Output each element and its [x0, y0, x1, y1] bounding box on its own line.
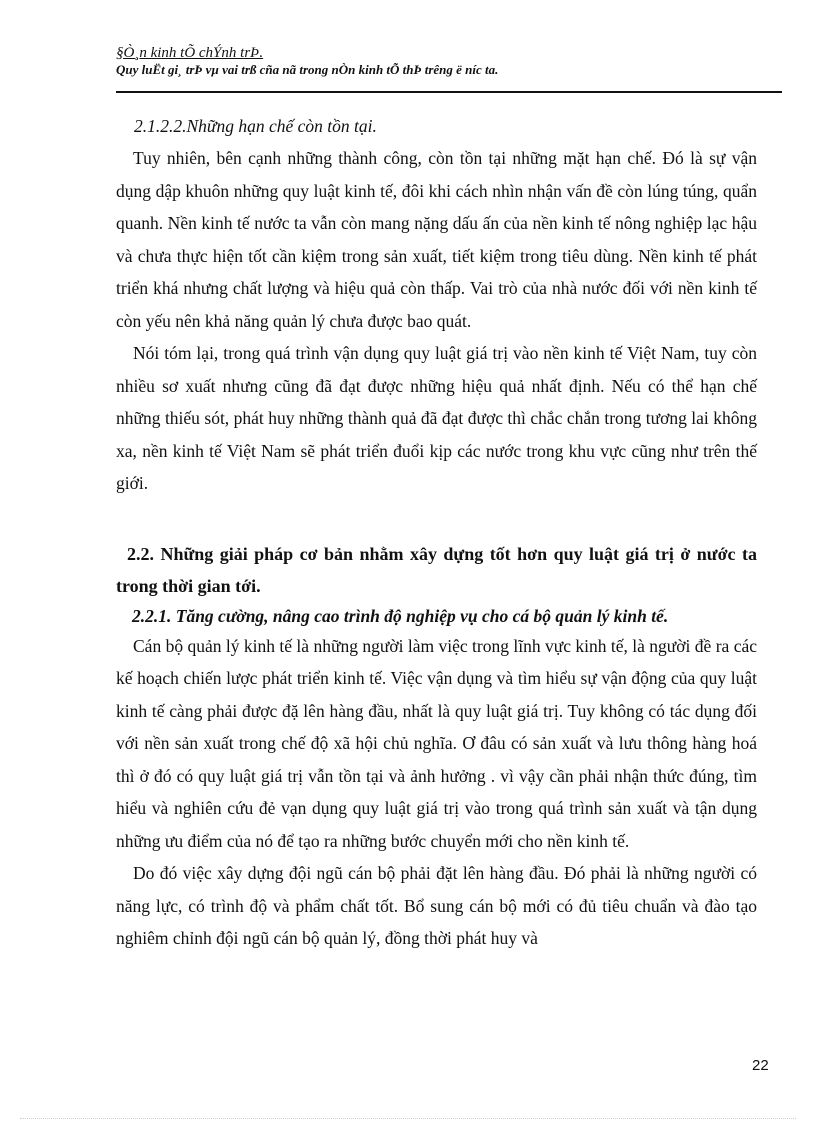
running-header: [116, 44, 782, 78]
paragraph-limitations: Tuy nhiên, bên cạnh những thành công, còn tồn tại những mặt hạn chế. Đó là sự vận dụng dập khuôn những quy luật kinh tế, đôi khi cách nhìn nhận vấn đề còn lúng túng, quẩn quanh. Nền kinh tế nước ta vẫn còn mang nặng dấu ấn của nền kinh tế nông nghiệp lạc hậu và chưa thực hiện tốt cần kiệm trong sản xuất, tiết kiệm trong tiêu dùng. Nền kinh tế phát triển khá nhưng chất lượng và hiệu quả còn thấp. Vai trò của nhà nước đối với nền kinh tế còn yếu nên khả năng quản lý chưa được bao quát.: [116, 148, 757, 331]
header-course-title: §Ò¸n kinh tÕ chÝnh trÞ.: [116, 45, 264, 61]
page-bottom-border: [20, 1118, 796, 1119]
paragraph-summary: Nói tóm lại, trong quá trình vận dụng quy luật giá trị vào nền kinh tế Việt Nam, tuy còn nhiều sơ xuất nhưng cũng đã đạt được những hiệu quả nhất định. Nếu có thể hạn chế những thiếu sót, phát huy những thành quả đã đạt được thì chắc chắn trong tương lai không xa, nền kinh tế Việt Nam sẽ phát triển đuổi kịp các nước trong khu vực cũng như trên thế giới.: [116, 343, 757, 493]
paragraph-managers: Cán bộ quản lý kinh tế là những người làm việc trong lĩnh vực kinh tế, là người đề ra các kế hoạch chiến lược phát triển kinh tế. Việc vận dụng và tìm hiểu sự vận động của quy luật kinh tế càng phải được đặ lên hàng đầu, nhất là quy luật giá trị. Tuy không có tác dụng đối với nền sản xuất trong chế độ xã hội chủ nghĩa. Ơ đâu có sản xuất và lưu thông hàng hoá thì ở đó có quy luật giá trị vẫn tồn tại và ảnh hưởng . vì vậy cần phải nhận thức đúng, tìm hiểu và nghiên cứu đẻ vạn dụng quy luật giá trị vào trong quá trình sản xuất và tận dụng những ưu điểm của nó để tạo ra những bước chuyển mới cho nền kinh tế.: [116, 635, 757, 851]
subheading-training: 2.2.1. Tăng cường, nâng cao trình độ nghiệp vụ cho cá bộ quản lý kinh tế.: [132, 605, 669, 626]
header-divider: [116, 91, 782, 93]
subheading-limitations: 2.1.2.2.Những hạn chế còn tồn tại.: [134, 116, 377, 136]
header-document-title: Quy luËt gi¸ trÞ vµ vai trß cña nã trong nÒn kinh tÕ thÞ trêng ë níc ta.: [116, 62, 499, 77]
page-body: [116, 110, 757, 955]
paragraph-staff: Do đó việc xây dựng đội ngũ cán bộ phải đặt lên hàng đầu. Đó phải là những người có năng lực, có trình độ và phẩm chất tốt. Bổ sung cán bộ mới có đủ tiêu chuẩn và đào tạo nghiêm chỉnh đội ngũ cán bộ quản lý, đồng thời phát huy và: [116, 863, 757, 948]
page-number: 22: [752, 1057, 769, 1074]
section-heading-solutions: 2.2. Những giải pháp cơ bản nhằm xây dựng tốt hơn quy luật giá trị ở nước ta trong thời gian tới.: [116, 543, 757, 596]
